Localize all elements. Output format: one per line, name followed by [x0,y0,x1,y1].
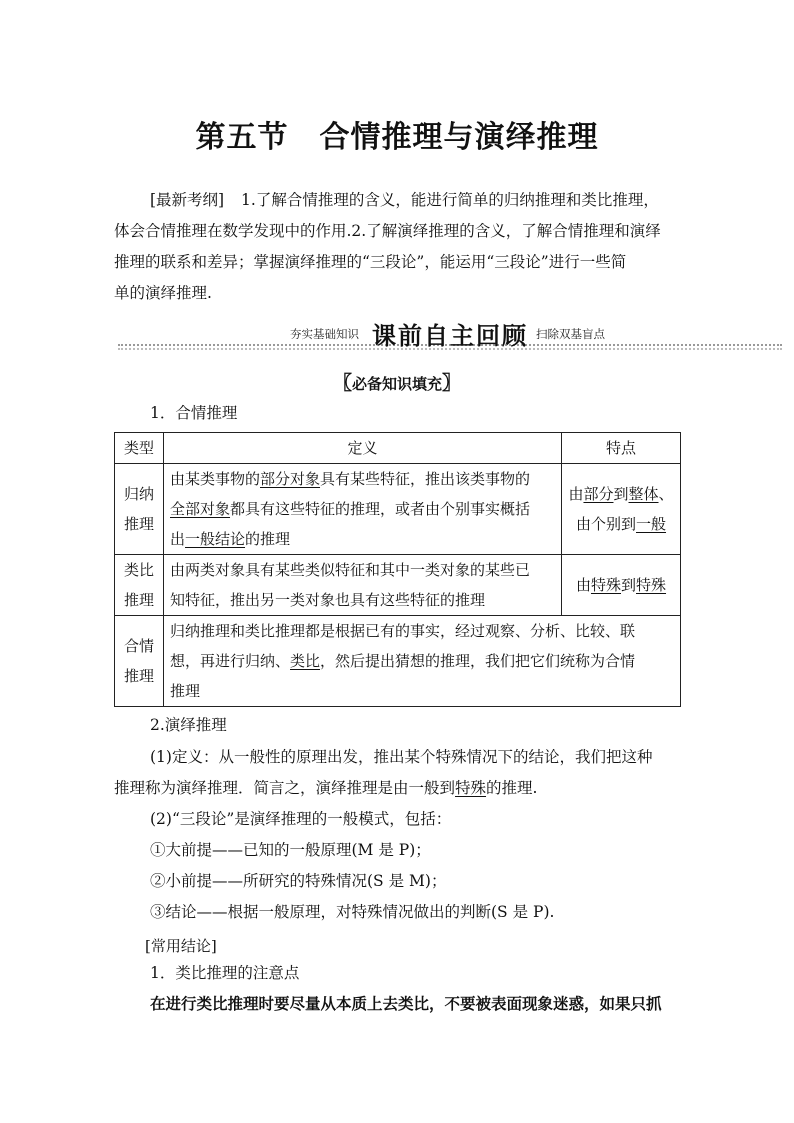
type-cell [115,616,164,707]
type-text: 推理 [123,591,154,609]
def-text: 推理 [170,682,201,700]
heading-bracket-open: 〖 [332,372,352,394]
banner-left-text: 夯实基础知识 [290,327,359,341]
deduction-definition [114,742,690,928]
type-text: 推理 [123,515,154,533]
type-text: 类比 [123,561,154,579]
item-2-heading: 2.演绎推理 [150,716,227,734]
table-header-row [115,433,681,464]
feature-text: 、 [658,485,674,503]
heading-bracket-close: 〗 [442,372,462,394]
def-text: 知特征，推出另一类对象也具有这些特征的推理 [170,591,486,609]
syllabus-line-1: 1.了解合情推理的含义，能进行简单的归纳推理和类比推理， [241,191,659,209]
section-banner [118,318,782,350]
def-text: ，然后提出猜想的推理，我们把它们统称为合情 [320,652,636,670]
feature-text: 到 [613,485,629,503]
def-blank: 部分对象 [260,470,321,488]
def-text: 由某类事物的 [170,470,261,488]
definition-text: 的推理. [486,779,538,797]
definition-cell [164,616,681,707]
section-heading [0,368,794,395]
syllabus-block [114,185,690,309]
type-text: 推理 [123,667,154,685]
feature-text: 由个别到 [575,515,636,533]
definition-blank: 特殊 [455,779,487,797]
def-text: 的推理 [245,530,291,548]
def-text: 具有某些特征，推出该类事物的 [320,470,531,488]
feature-blank: 部分 [583,485,614,503]
feature-text: 到 [621,576,637,594]
def-text: 由两类对象具有某些类似特征和其中一类对象的某些已 [170,561,531,579]
syllabus-line-4: 单的演绎推理. [114,284,212,302]
type-cell [115,555,164,616]
table-row [115,616,681,707]
syllabus-line-3: 推理的联系和差异；掌握演绎推理的“三段论”，能运用“三段论”进行一些简 [114,253,627,271]
feature-cell [562,464,681,555]
definition-text: 推理称为演绎推理．简言之，演绎推理是由一般到 [114,779,456,797]
type-cell [115,464,164,555]
syllabus-line-2: 体会合情推理在数学发现中的作用.2.了解演绎推理的含义，了解合情推理和演绎 [114,222,661,240]
knowledge-table [114,432,681,707]
def-text: 都具有这些特征的推理，或者由个别事实概括 [230,500,531,518]
def-blank: 全部对象 [170,500,231,518]
feature-blank: 特殊 [636,576,667,594]
header-feature: 特点 [562,433,681,464]
feature-blank: 一般 [636,515,667,533]
table-row [115,464,681,555]
feature-blank: 整体 [628,485,659,503]
banner-title: 课前自主回顾 [372,322,528,350]
definition-line: (1)定义：从一般性的原理出发，推出某个特殊情况下的结论，我们把这种 [150,748,653,766]
syllogism-conclusion: ③结论——根据一般原理，对特殊情况做出的判断(S 是 P). [150,903,555,921]
def-text: 想，再进行归纳、 [170,652,291,670]
definition-cell [164,555,562,616]
header-definition: 定义 [164,433,562,464]
page-title: 第五节 合情推理与演绎推理 [195,120,599,155]
feature-cell [562,555,681,616]
syllogism-minor-premise: ②小前提——所研究的特殊情况(S 是 M)； [150,872,447,890]
syllogism-major-premise: ①大前提——已知的一般原理(M 是 P)； [150,841,431,859]
header-type: 类型 [115,433,164,464]
heading-text: 必备知识填充 [351,375,442,393]
def-blank: 类比 [290,652,321,670]
def-text: 出 [170,530,186,548]
def-blank: 一般结论 [185,530,246,548]
common-item-1-heading: 1．类比推理的注意点 [150,964,300,982]
definition-cell [164,464,562,555]
type-text: 合情 [123,637,154,655]
syllabus-label: [最新考纲] [150,191,225,209]
feature-text: 由 [575,576,591,594]
feature-blank: 特殊 [590,576,621,594]
type-text: 归纳 [123,485,154,503]
common-item-1-text: 在进行类比推理时要尽量从本质上去类比，不要被表面现象迷惑，如果只抓 [150,994,662,1013]
feature-text: 由 [568,485,584,503]
item-1-heading: 1．合情推理 [150,404,238,422]
common-conclusions-label: [常用结论] [145,937,217,955]
def-text: 归纳推理和类比推理都是根据已有的事实，经过观察、分析、比较、联 [170,622,636,640]
table-row [115,555,681,616]
banner-right-text: 扫除双基盲点 [536,327,605,341]
syllogism-intro: (2)“三段论”是演绎推理的一般模式，包括： [150,810,452,828]
